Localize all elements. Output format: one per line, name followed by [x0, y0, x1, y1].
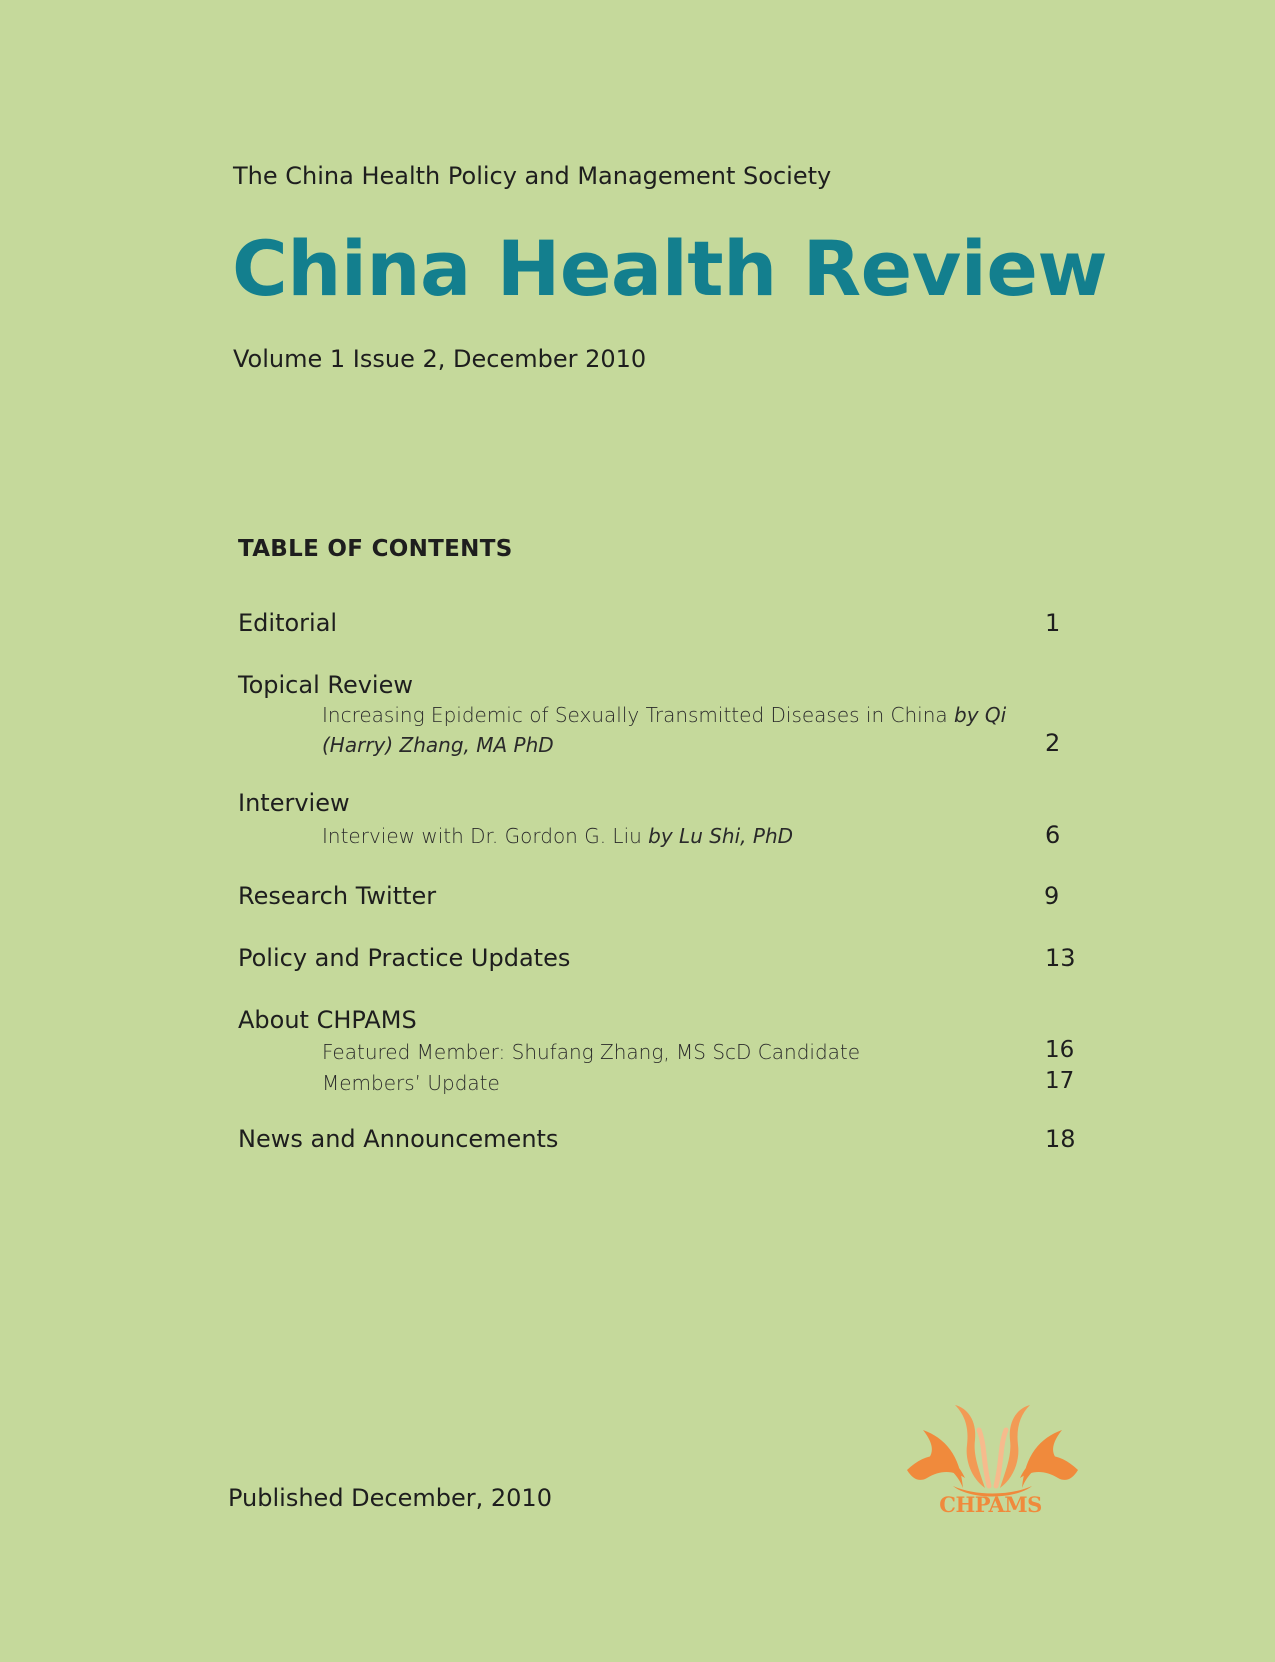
toc-page-interview: 6: [1045, 821, 1061, 849]
toc-page-editorial: 1: [1045, 609, 1061, 637]
toc-page-policy-updates: 13: [1045, 944, 1076, 972]
toc-sub-title: Increasing Epidemic of Sexually Transmitted Diseases in China: [322, 703, 955, 727]
toc-page-research-twitter: 9: [1044, 882, 1060, 910]
toc-entry-research-twitter[interactable]: Research Twitter: [238, 882, 437, 910]
toc-entry-topical-review[interactable]: Topical Review: [238, 671, 413, 699]
toc-entry-interview[interactable]: Interview: [238, 789, 350, 817]
toc-sub-featured-member[interactable]: Featured Member: Shufang Zhang, MS ScD Candidate: [322, 1040, 861, 1064]
toc-sub-interview-title: Interview with Dr. Gordon G. Liu: [322, 824, 649, 848]
journal-title: China Health Review: [232, 224, 1108, 313]
volume-issue: Volume 1 Issue 2, December 2010: [233, 345, 647, 373]
toc-sub-members-update[interactable]: Members’ Update: [322, 1071, 500, 1095]
toc-sub-topical-review-cont[interactable]: [322, 733, 554, 757]
logo-text: CHPAMS: [939, 1492, 1042, 1517]
toc-sub-interview[interactable]: [322, 824, 793, 848]
toc-entry-about[interactable]: About CHPAMS: [238, 1006, 417, 1034]
toc-page-featured-member: 16: [1045, 1037, 1075, 1063]
published-date: Published December, 2010: [228, 1484, 552, 1512]
toc-page-news: 18: [1045, 1125, 1076, 1153]
toc-heading: TABLE OF CONTENTS: [238, 536, 513, 562]
toc-page-topical-review: 2: [1045, 729, 1061, 757]
society-name: The China Health Policy and Management Society: [233, 162, 832, 190]
toc-page-members-update: 17: [1045, 1068, 1075, 1094]
toc-sub-author: by Qi: [954, 703, 1007, 727]
toc-sub-author-cont: (Harry) Zhang, MA PhD: [322, 733, 554, 757]
toc-sub-interview-author: by Lu Shi, PhD: [648, 824, 794, 848]
toc-sub-topical-review[interactable]: [322, 703, 1006, 727]
toc-entry-editorial[interactable]: Editorial: [238, 609, 338, 637]
toc-entry-policy-updates[interactable]: Policy and Practice Updates: [238, 944, 571, 972]
toc-entry-news[interactable]: News and Announcements: [238, 1125, 559, 1153]
